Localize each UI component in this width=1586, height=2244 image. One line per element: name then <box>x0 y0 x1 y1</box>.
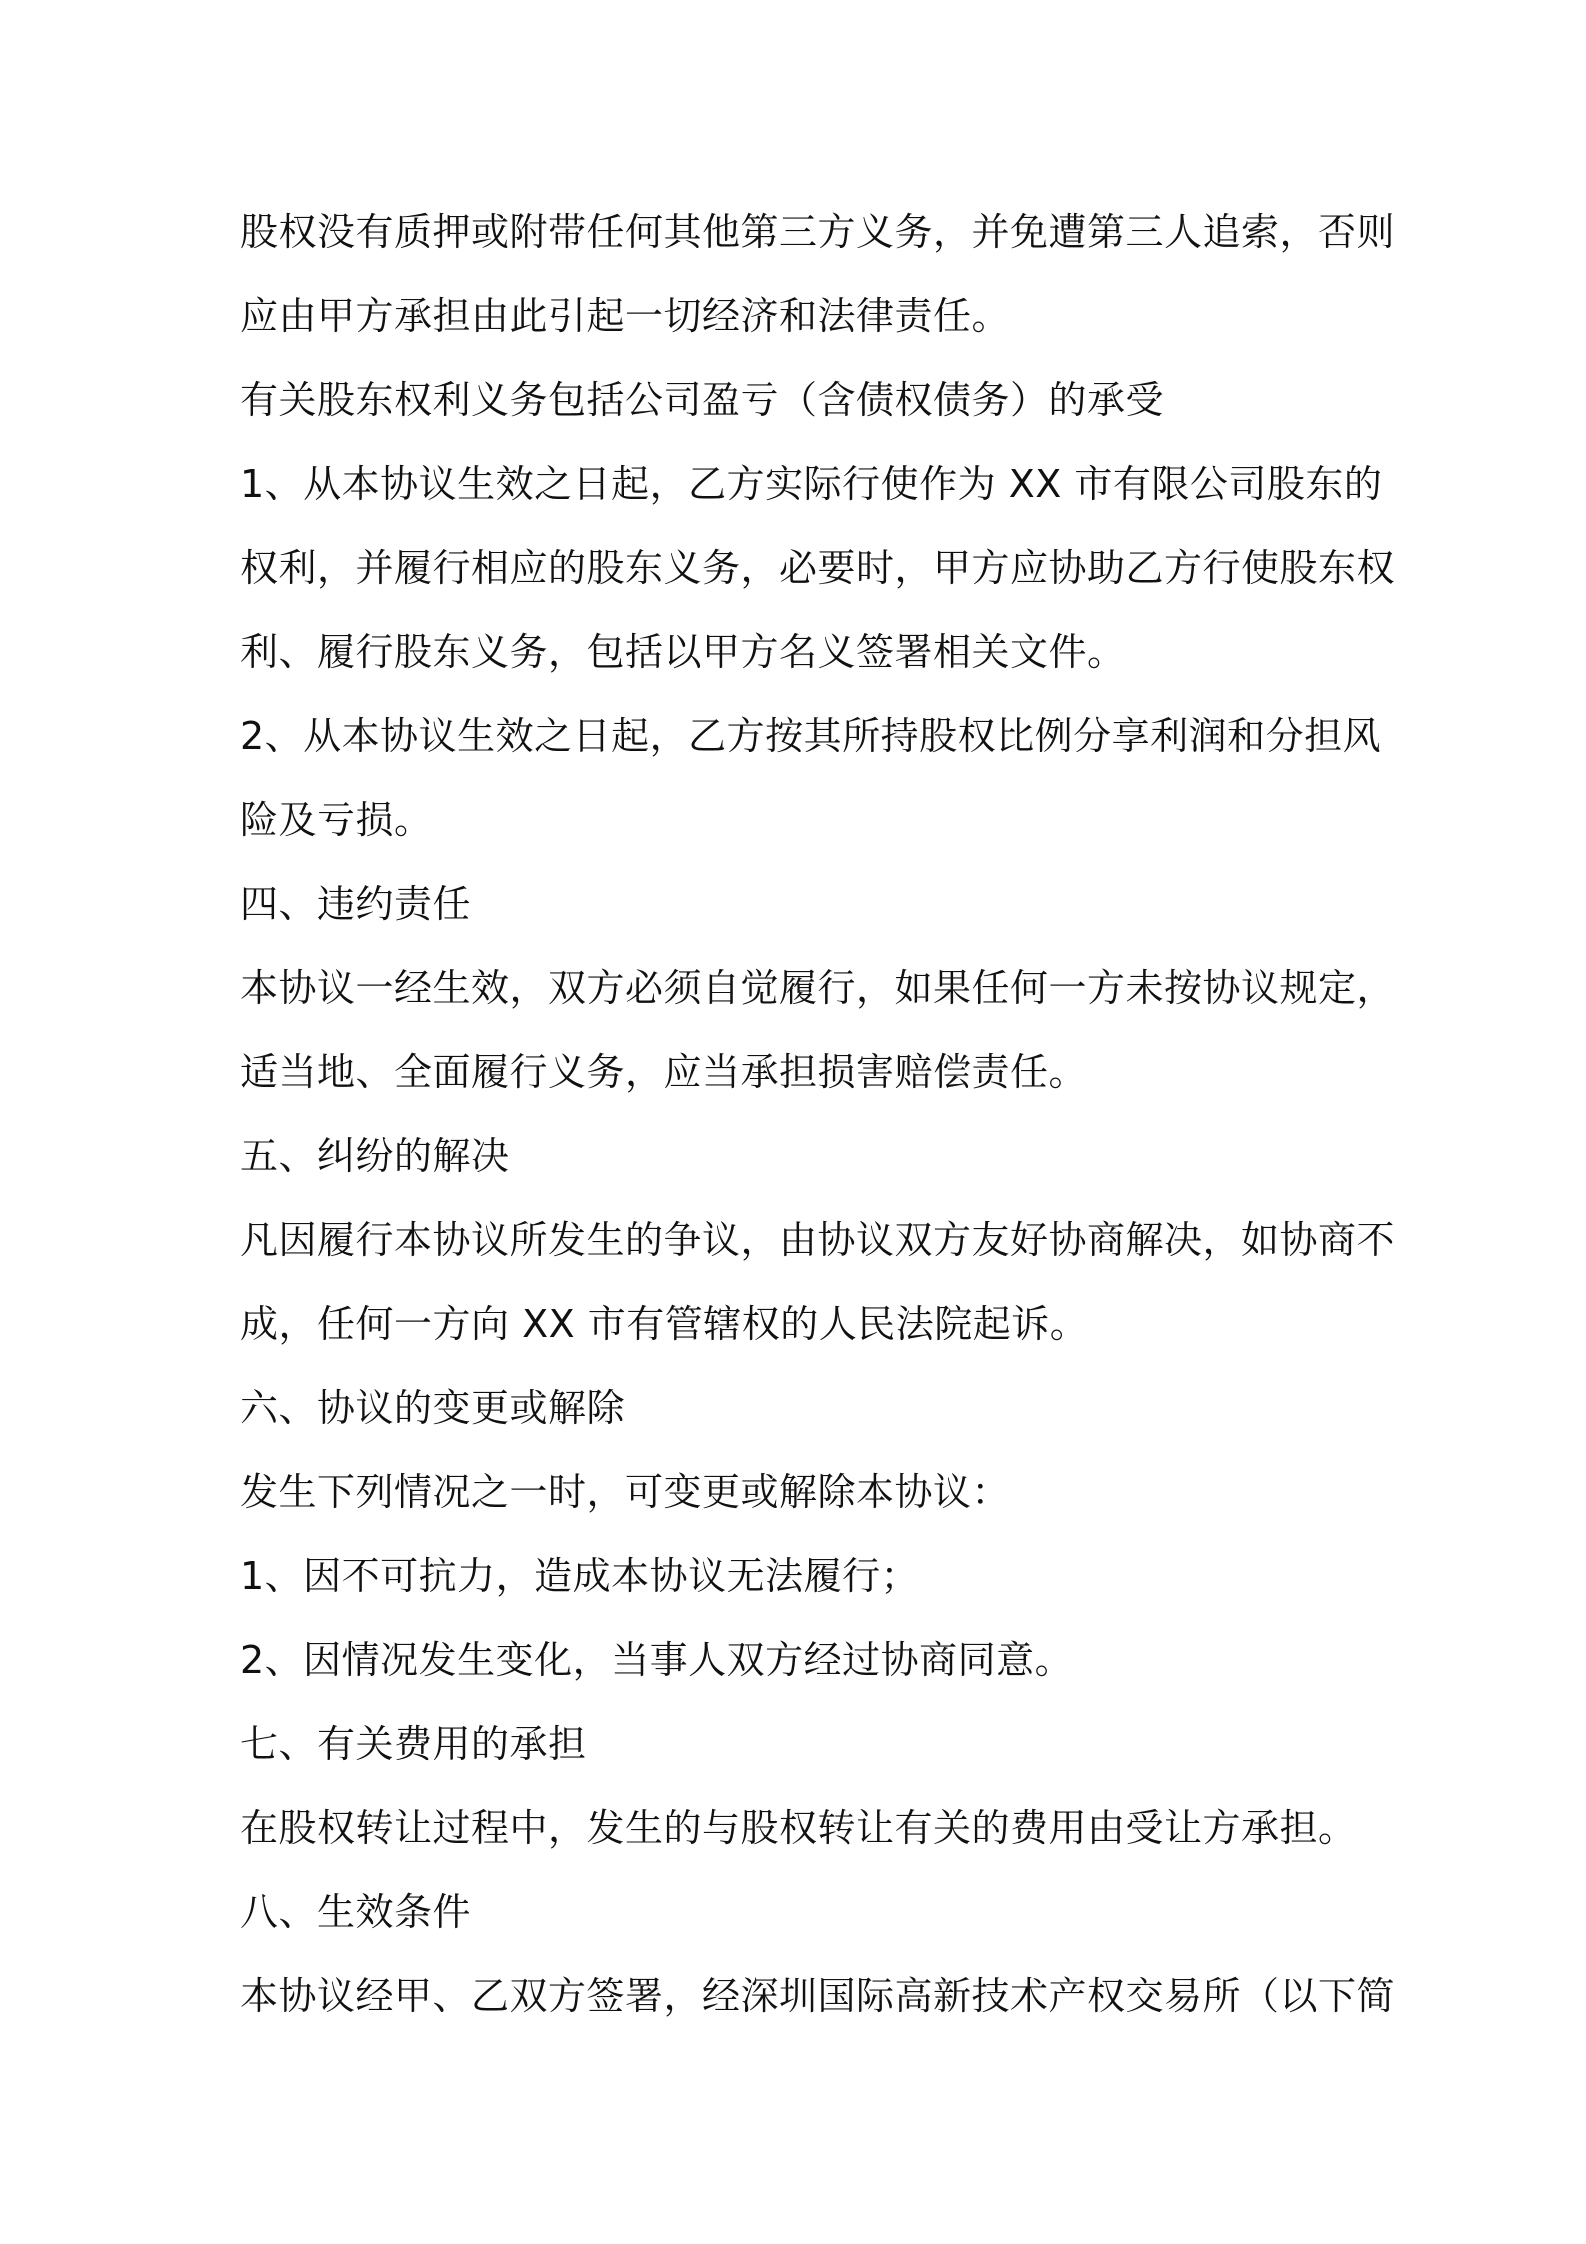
paragraph-line: 2、因情况发生变化，当事人双方经过协商同意。 <box>240 1638 1074 1682</box>
paragraph-line: 有关股东权利义务包括公司盈亏（含债权债务）的承受 <box>240 378 1165 422</box>
paragraph-line: 在股权转让过程中，发生的与股权转让有关的费用由受让方承担。 <box>240 1806 1357 1850</box>
paragraph-line: 利、履行股东义务，包括以甲方名义签署相关文件。 <box>240 630 1126 674</box>
paragraph-line: 1、因不可抗力，造成本协议无法履行； <box>240 1554 920 1598</box>
section-heading: 六、协议的变更或解除 <box>240 1386 626 1430</box>
section-heading: 七、有关费用的承担 <box>240 1722 587 1766</box>
paragraph-line: 凡因履行本协议所发生的争议，由协议双方友好协商解决，如协商不 <box>240 1218 1396 1262</box>
paragraph-line: 1、从本协议生效之日起，乙方实际行使作为 XX 市有限公司股东的 <box>240 462 1383 506</box>
paragraph-line: 适当地、全面履行义务，应当承担损害赔偿责任。 <box>240 1050 1088 1094</box>
section-heading: 八、生效条件 <box>240 1890 472 1934</box>
paragraph-line: 险及亏损。 <box>240 798 433 842</box>
paragraph-line: 本协议一经生效，双方必须自觉履行，如果任何一方未按协议规定， <box>240 966 1396 1010</box>
section-heading: 四、违约责任 <box>240 882 472 926</box>
document-body <box>240 190 1396 2038</box>
section-heading: 五、纠纷的解决 <box>240 1134 510 1178</box>
paragraph-line: 成，任何一方向 XX 市有管辖权的人民法院起诉。 <box>240 1302 1089 1346</box>
paragraph-line: 应由甲方承担由此引起一切经济和法律责任。 <box>240 294 1011 338</box>
paragraph-line: 发生下列情况之一时，可变更或解除本协议： <box>240 1470 1011 1514</box>
paragraph-line: 2、从本协议生效之日起，乙方按其所持股权比例分享利润和分担风 <box>240 714 1382 758</box>
paragraph-line: 权利，并履行相应的股东义务，必要时，甲方应协助乙方行使股东权 <box>240 546 1396 590</box>
paragraph-line: 股权没有质押或附带任何其他第三方义务，并免遭第三人追索，否则 <box>240 210 1396 254</box>
paragraph-line: 本协议经甲、乙双方签署，经深圳国际高新技术产权交易所（以下简 <box>240 1974 1396 2018</box>
